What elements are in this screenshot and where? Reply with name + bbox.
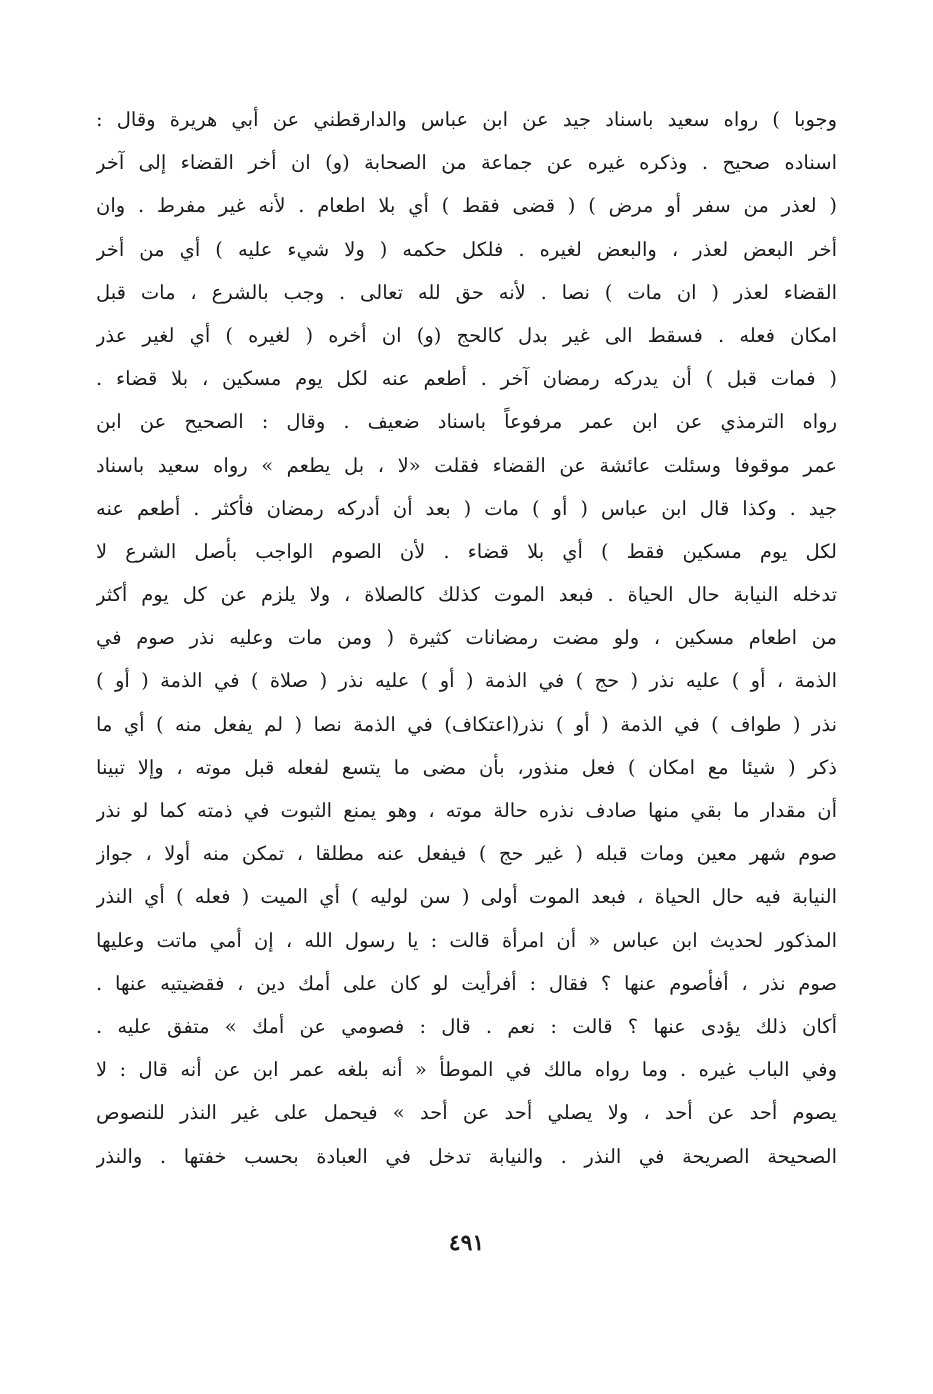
text-line-7: ( فمات قبل ) أن يدركه رمضان آخر . أطعم عنه لكل يوم مسكين ، بلا قضاء .: [96, 367, 837, 391]
text-line-18: صوم شهر معين ومات قبله ( غير حج ) فيفعل عنه مطلقا ، تمكن منه أولا ، جواز: [96, 842, 837, 866]
text-line-12: تدخله النيابة حال الحياة . فبعد الموت كذلك كالصلاة ، ولا يلزم عن كل يوم أكثر: [96, 583, 837, 607]
text-line-14: الذمة ، أو ) عليه نذر ( حج ) في الذمة ( أو ) عليه نذر ( صلاة ) في الذمة ( أو ): [96, 669, 837, 693]
text-line-1: وجوبا ) رواه سعيد باسناد جيد عن ابن عباس والدارقطني عن أبي هريرة وقال :: [96, 108, 837, 131]
text-line-25: الصحيحة الصريحة في النذر . والنيابة تدخل في العبادة بحسب خفتها . والنذر: [96, 1144, 837, 1168]
text-line-9: عمر موقوفا وسئلت عائشة عن القضاء فقلت «لا ، بل يطعم » رواه سعيد باسناد: [96, 453, 837, 477]
body-text: [96, 98, 837, 1178]
text-line-23: وفي الباب غيره . وما رواه مالك في الموطأ « أنه بلغه عمر ابن عن أنه قال : لا: [96, 1058, 837, 1082]
text-line-5: القضاء لعذر ( ان مات ) نصا . لأنه حق لله تعالى . وجب بالشرع ، مات قبل: [96, 280, 837, 304]
text-line-2: اسناده صحيح . وذكره غيره عن جماعة من الصحابة (و) ان أخر القضاء إلى آخر: [96, 151, 837, 175]
text-line-16: ذكر ( شيئا مع امكان ) فعل منذور، بأن مضى ما يتسع لفعله قبل موته ، وإلا تبينا: [96, 755, 837, 779]
text-line-6: امكان فعله . فسقط الى غير بدل كالحج (و) ان أخره ( لغيره ) أي لغير عذر: [96, 323, 837, 347]
text-line-19: النيابة فيه حال الحياة ، فبعد الموت أولى ( سن لوليه ) أي الميت ( فعله ) أي النذر: [96, 885, 837, 909]
text-line-24: يصوم أحد عن أحد ، ولا يصلي أحد عن أحد » فيحمل على غير النذر للنصوص: [96, 1101, 837, 1125]
text-line-20: المذكور لحديث ابن عباس « أن امرأة قالت : يا رسول الله ، إن أمي ماتت وعليها: [96, 928, 837, 952]
text-line-4: أخر البعض لعذر ، والبعض لغيره . فلكل حكمه ( ولا شيء عليه ) أي من أخر: [96, 237, 837, 261]
text-line-10: جيد . وكذا قال ابن عباس ( أو ) مات ( بعد أن أدركه رمضان فأكثر . أطعم عنه: [96, 496, 837, 520]
text-line-3: ( لعذر من سفر أو مرض ) ( قضى فقط ) أي بلا اطعام . لأنه غير مفرط . وان: [96, 194, 837, 218]
text-line-13: من اطعام مسكين ، ولو مضت رمضانات كثيرة ( ومن مات وعليه نذر صوم في: [96, 626, 837, 650]
text-line-22: أكان ذلك يؤدى عنها ؟ قالت : نعم . قال : فصومي عن أمك » متفق عليه .: [96, 1014, 837, 1038]
text-line-17: أن مقدار ما بقي منها صادف نذره حالة موته ، وهو يمنع الثبوت في ذمته كما لو نذر: [96, 799, 837, 822]
text-line-21: صوم نذر ، أفأصوم عنها ؟ فقال : أفرأيت لو كان على أمك دين ، فقضيتيه عنها .: [96, 971, 837, 995]
text-line-15: نذر ( طواف ) في الذمة ( أو ) نذر(اعتكاف) في الذمة نصا ( لم يفعل منه ) أي ما: [96, 712, 837, 736]
text-line-11: لكل يوم مسكين فقط ) أي بلا قضاء . لأن الصوم الواجب بأصل الشرع لا: [96, 539, 837, 563]
text-line-8: رواه الترمذي عن ابن عمر مرفوعاً باسناد ضعيف . وقال : الصحيح عن ابن: [96, 410, 837, 434]
page-number: ٤٩١: [448, 1230, 485, 1256]
